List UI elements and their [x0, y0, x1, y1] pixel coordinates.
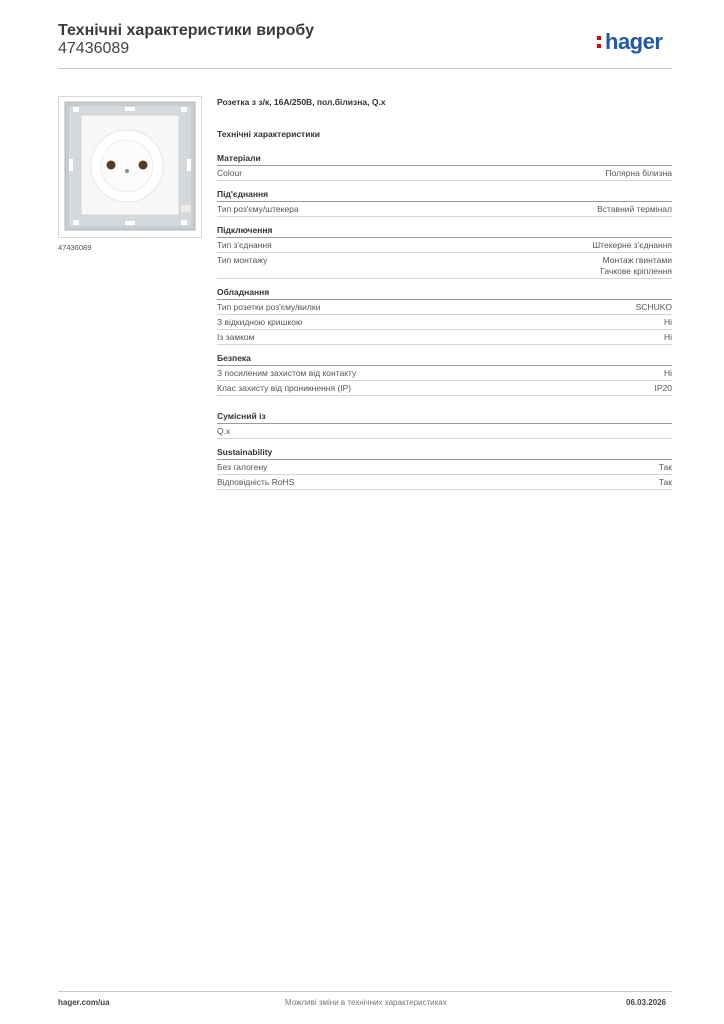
socket-outlet-icon — [59, 97, 201, 237]
spec-value-line: Гачкове кріплення — [600, 266, 672, 276]
spec-value-line: Ні — [663, 332, 672, 342]
product-code: 47436089 — [58, 40, 130, 57]
spec-value — [605, 168, 672, 179]
spec-heading: Технічні характеристики — [217, 129, 320, 139]
spec-label: Тип монтажу — [217, 255, 268, 265]
spec-value-line: Так — [658, 477, 672, 487]
footer-website: hager.com/ua — [58, 998, 110, 1007]
spec-value — [664, 317, 672, 328]
spec-section — [217, 152, 672, 181]
spec-value — [600, 255, 672, 277]
spec-row — [217, 202, 672, 217]
hager-logo — [597, 29, 662, 55]
logo-dots-icon — [597, 34, 603, 50]
spec-value — [664, 368, 672, 379]
spec-label: З посиленим захистом від контакту — [217, 368, 357, 378]
section-title: Sustainability — [217, 446, 672, 460]
spec-row — [217, 253, 672, 279]
spec-label: З відкидною кришкою — [217, 317, 303, 327]
image-caption: 47436089 — [58, 243, 92, 252]
spec-row — [217, 330, 672, 345]
footer-date: 06.03.2026 — [626, 998, 667, 1007]
spec-value — [636, 302, 672, 313]
spec-label: Тип розетки роз'єму/вилки — [217, 302, 321, 312]
section-title: Безпека — [217, 352, 672, 366]
spec-value-line: Так — [658, 462, 672, 472]
spec-section — [217, 352, 672, 396]
spec-row — [217, 424, 672, 439]
spec-value-line: Полярна білизна — [605, 168, 672, 178]
spec-label: Без галогену — [217, 462, 268, 472]
product-name: Розетка з з/к, 16А/250В, пол.білизна, Q.x — [217, 97, 386, 107]
spec-label: Тип з'єднання — [217, 240, 272, 250]
logo-text: hager — [605, 29, 663, 54]
spec-section — [217, 286, 672, 345]
product-image — [58, 96, 202, 238]
spec-row — [217, 475, 672, 490]
spec-panel — [217, 96, 672, 497]
spec-label: Клас захисту від проникнення (IP) — [217, 383, 352, 393]
spec-section — [217, 446, 672, 490]
section-title: Сумісний із — [217, 410, 672, 424]
spec-label: Тип роз'єму/штекера — [217, 204, 299, 214]
header-divider — [58, 68, 672, 69]
page-title: Технічні характеристики виробу — [58, 22, 314, 39]
section-title: Матеріали — [217, 152, 672, 166]
spec-value-line: Монтаж гвинтами — [602, 255, 672, 265]
spec-value-line: Штекерне з'єднання — [592, 240, 672, 250]
spec-row — [217, 366, 672, 381]
spec-value-line: SCHUKO — [635, 302, 672, 312]
spec-value — [655, 383, 673, 394]
footer-notice: Можливі зміни в технічних характеристиках — [285, 998, 447, 1007]
spec-row — [217, 238, 672, 253]
spec-section — [217, 224, 672, 279]
spec-label: Q.x — [217, 426, 231, 436]
spec-row — [217, 460, 672, 475]
section-title: Обладнання — [217, 286, 672, 300]
section-title: Підключення — [217, 224, 672, 238]
spec-value — [664, 332, 672, 343]
footer-divider — [58, 991, 672, 992]
spec-row — [217, 315, 672, 330]
spec-value-line: Ні — [663, 368, 672, 378]
spec-section — [217, 410, 672, 439]
spec-value — [659, 462, 672, 473]
spec-value-line: Вставний термінал — [597, 204, 672, 214]
spec-value — [597, 204, 672, 215]
section-title: Під'єднання — [217, 188, 672, 202]
spec-label: Із замком — [217, 332, 255, 342]
spec-value — [592, 240, 672, 251]
spec-value — [659, 477, 672, 488]
spec-row — [217, 381, 672, 396]
spec-value-line: Ні — [663, 317, 672, 327]
spec-row — [217, 300, 672, 315]
spec-sections — [217, 152, 672, 490]
spec-label: Colour — [217, 168, 243, 178]
spec-section — [217, 188, 672, 217]
spec-label: Відповідність RoHS — [217, 477, 295, 487]
spec-row — [217, 166, 672, 181]
spec-value-line: IP20 — [654, 383, 672, 393]
